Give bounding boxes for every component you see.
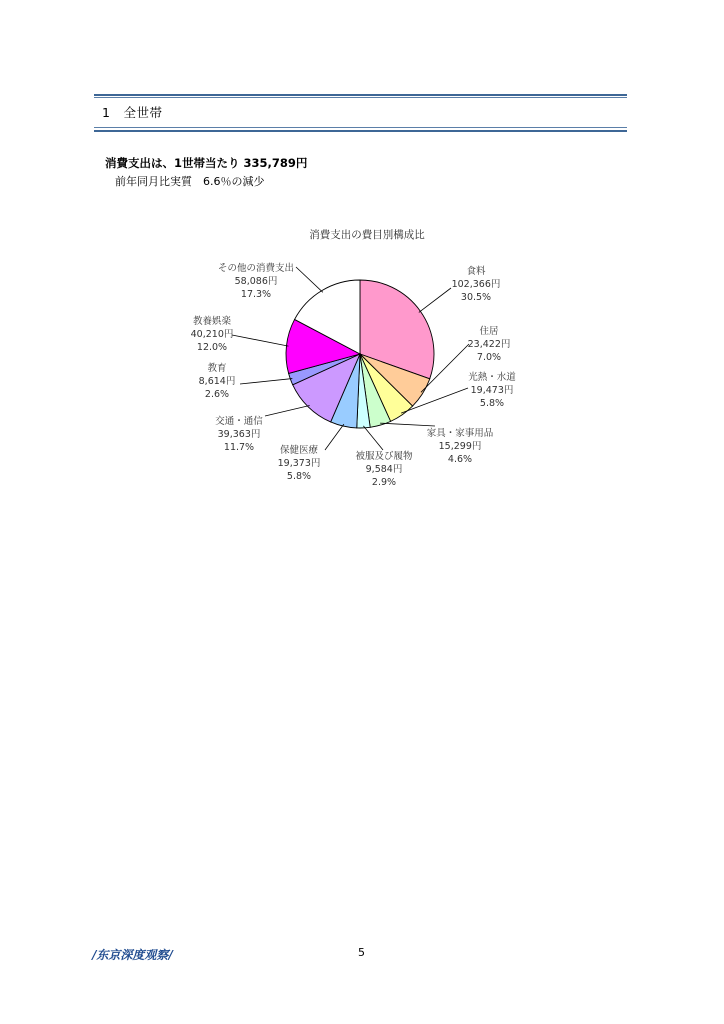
expenditure-pie-chart bbox=[180, 222, 540, 507]
leader-line bbox=[380, 423, 435, 426]
slice-label-amount: 9,584円 bbox=[365, 464, 403, 475]
slice-label-amount: 19,473円 bbox=[470, 385, 514, 396]
leader-line bbox=[325, 424, 344, 450]
slice-label-amount: 58,086円 bbox=[234, 276, 278, 287]
slice-label-name: 家具・家事用品 bbox=[426, 428, 494, 439]
slice-label-percent: 5.8% bbox=[286, 471, 312, 482]
leader-line bbox=[265, 405, 310, 416]
header-rule-bottom-thin bbox=[94, 127, 627, 128]
slice-label-name: その他の消費支出 bbox=[217, 263, 295, 274]
slice-label-percent: 30.5% bbox=[460, 292, 492, 303]
summary-headline: 消費支出は、1世帯当たり 335,789円 bbox=[105, 156, 308, 170]
slice-label-percent: 12.0% bbox=[196, 342, 228, 353]
slice-label-amount: 19,373円 bbox=[277, 458, 321, 469]
slice-label-percent: 5.8% bbox=[479, 398, 505, 409]
slice-label-name: 教養娯楽 bbox=[192, 316, 232, 327]
slice-label-name: 食料 bbox=[466, 266, 486, 277]
page-number: 5 bbox=[358, 946, 365, 959]
header-rule-bottom bbox=[94, 130, 627, 132]
leader-line bbox=[232, 335, 288, 346]
slice-label-amount: 39,363円 bbox=[217, 429, 261, 440]
chart-title: 消費支出の費目別構成比 bbox=[309, 229, 425, 241]
slice-label-percent: 2.6% bbox=[204, 389, 230, 400]
summary-subline: 前年同月比実質 6.6％の減少 bbox=[115, 175, 265, 188]
slice-label-name: 被服及び履物 bbox=[355, 451, 413, 462]
slice-label-name: 住居 bbox=[479, 326, 499, 337]
section-title: 1 全世帯 bbox=[102, 105, 163, 120]
slice-label-amount: 8,614円 bbox=[198, 376, 236, 387]
slice-label-amount: 40,210円 bbox=[190, 329, 234, 340]
slice-label-name: 保健医療 bbox=[279, 445, 319, 456]
slice-label-amount: 102,366円 bbox=[451, 279, 501, 290]
slice-label-name: 教育 bbox=[207, 363, 227, 374]
leader-line bbox=[363, 426, 383, 450]
slice-label-percent: 4.6% bbox=[447, 454, 473, 465]
header-rule-top-thin bbox=[94, 97, 627, 98]
slice-label-percent: 11.7% bbox=[223, 442, 255, 453]
leader-line bbox=[296, 267, 323, 292]
footer-logo: /东京深度观察/ bbox=[92, 948, 173, 962]
slice-label-percent: 17.3% bbox=[240, 289, 272, 300]
slice-label-name: 交通・通信 bbox=[215, 416, 263, 427]
header-rule-top bbox=[94, 94, 627, 96]
slice-label-percent: 2.9% bbox=[371, 477, 397, 488]
slice-label-percent: 7.0% bbox=[476, 352, 502, 363]
slice-label-name: 光熱・水道 bbox=[468, 372, 516, 383]
slice-label-amount: 23,422円 bbox=[467, 339, 511, 350]
leader-line bbox=[419, 288, 451, 312]
slice-label-amount: 15,299円 bbox=[438, 441, 482, 452]
leader-line bbox=[240, 379, 292, 384]
